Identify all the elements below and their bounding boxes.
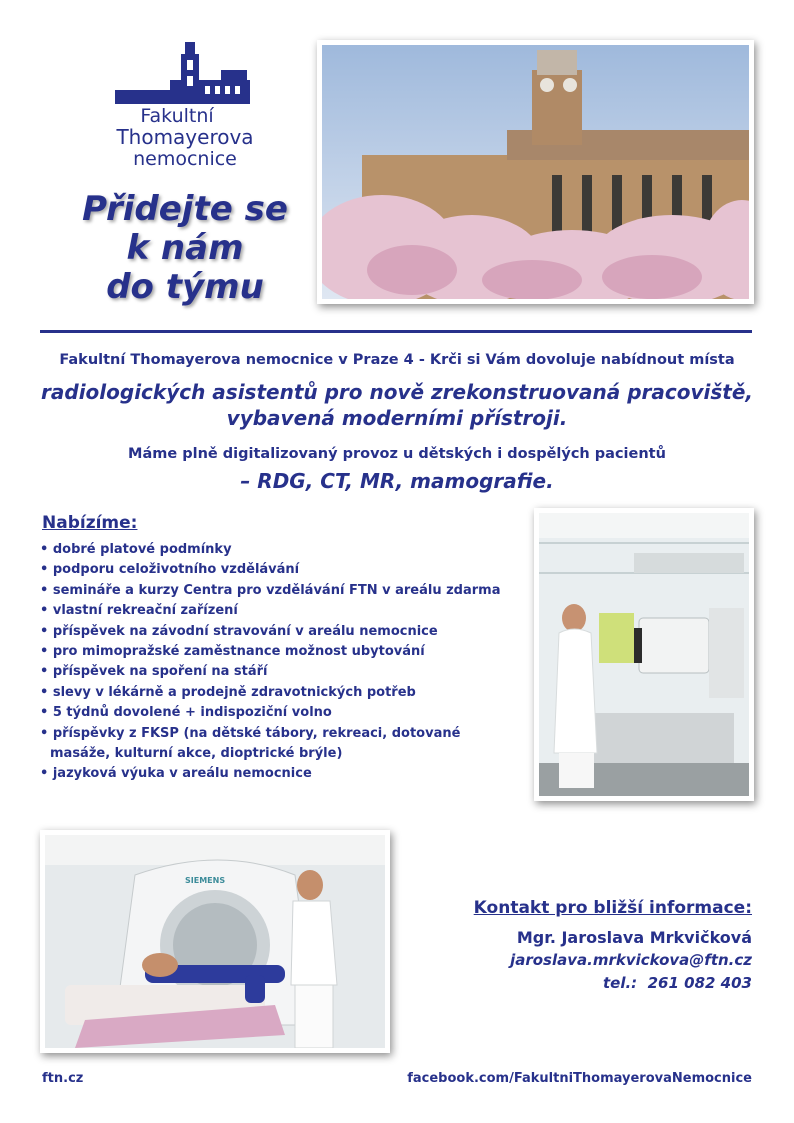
contact-phone: tel.: 261 082 403 [602, 974, 752, 992]
slogan-line2: k nám [126, 228, 244, 268]
hospital-building-photo [317, 40, 754, 304]
slogan-line3: do týmu [106, 267, 264, 307]
xray-room-photo [534, 508, 754, 801]
slogan [40, 190, 330, 307]
slogan-line1: Přidejte se [82, 189, 288, 229]
offer-heading: Nabízíme: [42, 513, 138, 533]
ct-scanner-photo [40, 830, 390, 1053]
logo-line1: Fakultní [140, 105, 214, 127]
facebook-link[interactable]: facebook.com/FakultniThomayerovaNemocnice [407, 1071, 752, 1086]
offer-item: • příspěvky z FKSP (na dětské tábory, rekreaci, dotované masáže, kulturní akce, dioptrické brýle) [40, 724, 525, 765]
headline-positions [20, 379, 774, 431]
website-link[interactable]: ftn.cz [42, 1071, 84, 1086]
offer-item: • 5 týdnů dovolené + indispoziční volno [40, 703, 530, 723]
offer-item: • pro mimopražské zaměstnance možnost ubytování [40, 642, 530, 662]
contact-heading: Kontakt pro bližší informace: [473, 898, 752, 918]
offer-item: • podporu celoživotního vzdělávání [40, 560, 530, 580]
logo-line2: Thomayerova [116, 125, 254, 149]
offer-item: • slevy v lékárně a prodejně zdravotnických potřeb [40, 683, 530, 703]
offer-item: • semináře a kurzy Centra pro vzdělávání FTN v areálu zdarma [40, 581, 530, 601]
hospital-logo [105, 40, 265, 175]
offer-list [40, 540, 530, 785]
building-logo-icon [115, 40, 255, 106]
offer-item: • příspěvek na spoření na stáří [40, 662, 530, 682]
headline-line1: radiologických asistentů pro nově zrekonstruovaná pracoviště, [41, 380, 753, 404]
contact-email[interactable]: jaroslava.mrkvickova@ftn.cz [510, 951, 752, 969]
intro-text: Fakultní Thomayerova nemocnice v Praze 4 - Krči si Vám dovoluje nabídnout místa [59, 352, 735, 368]
divider [40, 330, 752, 333]
modalities-headline: – RDG, CT, MR, mamografie. [240, 469, 554, 493]
offer-item: • vlastní rekreační zařízení [40, 601, 530, 621]
offer-item: • dobré platové podmínky [40, 540, 530, 560]
contact-name: Mgr. Jaroslava Mrkvičková [516, 928, 752, 947]
logo-line3: nemocnice [133, 148, 237, 170]
headline-line2: vybavená moderními přístroji. [226, 406, 568, 430]
offer-item: • jazyková výuka v areálu nemocnice [40, 764, 530, 784]
offer-item: • příspěvek na závodní stravování v areálu nemocnice [40, 622, 530, 642]
digital-text: Máme plně digitalizovaný provoz u dětských i dospělých pacientů [128, 446, 666, 462]
ct-brand-label: SIEMENS [185, 876, 226, 885]
